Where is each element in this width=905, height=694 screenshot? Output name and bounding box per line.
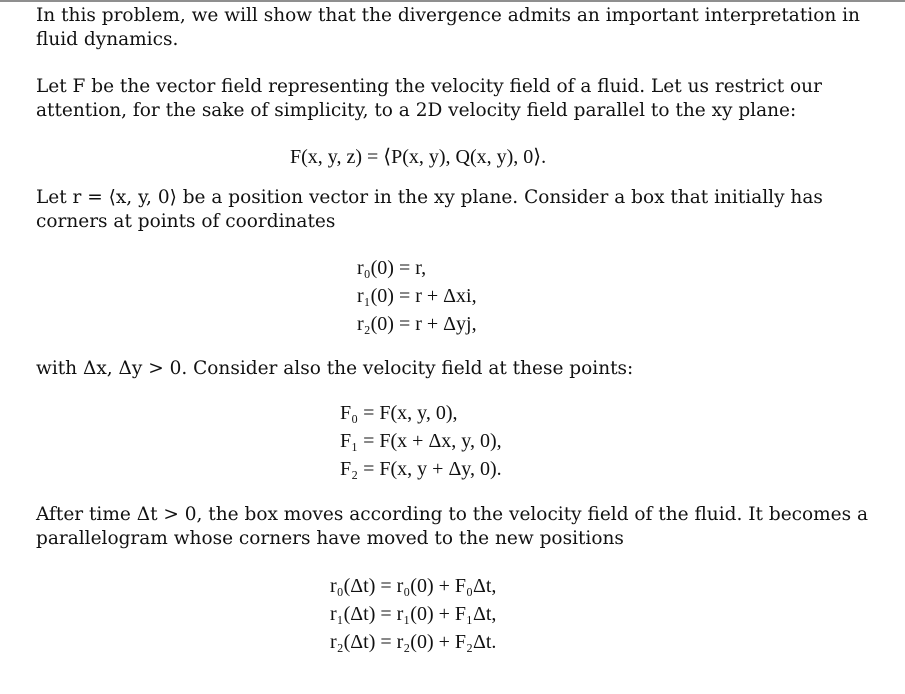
position-vector-paragraph: Let r = ⟨x, y, 0⟩ be a position vector in the xy plane. Consider a box that initially has corners at points of coordinates: [36, 187, 823, 232]
top-divider: [0, 0, 905, 2]
field-F0: F₀ = F(x, y, 0),: [340, 402, 458, 424]
velocity-field-equation: [0, 143, 905, 171]
velocity-at-points-paragraph: with Δx, Δy > 0. Consider also the velocity field at these points:: [36, 358, 634, 379]
velocity-field-paragraph: Let F be the vector field representing the velocity field of a fluid. Let us restrict our attention, for the sake of simplicity, to a 2D velocity field parallel to the xy plane:: [36, 76, 822, 121]
parallelogram-paragraph: After time Δt > 0, the box moves according to the velocity field of the fluid. It becomes a parallelogram whose corners have moved to the new positions: [36, 504, 869, 549]
field-at-corner-equations: [0, 399, 905, 483]
new-position-r1: r₁(Δt) = r₁(0) + F₁Δt,: [330, 603, 497, 625]
corner-r1: r₁(0) = r + Δxi,: [357, 285, 477, 307]
new-position-r2: r₂(Δt) = r₂(0) + F₂Δt.: [330, 631, 497, 653]
intro-paragraph: In this problem, we will show that the divergence admits an important interpretation in fluid dynamics.: [36, 5, 860, 50]
corner-equations: [0, 254, 905, 338]
new-position-r0: r₀(Δt) = r₀(0) + F₀Δt,: [330, 575, 497, 597]
corner-r0: r₀(0) = r,: [357, 257, 427, 279]
field-F1: F₁ = F(x + Δx, y, 0),: [340, 430, 502, 452]
field-F2: F₂ = F(x, y + Δy, 0).: [340, 458, 502, 480]
corner-r2: r₂(0) = r + Δyj,: [357, 313, 477, 335]
new-position-equations: [0, 572, 905, 656]
velocity-field-formula: F(x, y, z) = ⟨P(x, y), Q(x, y), 0⟩.: [290, 146, 547, 168]
